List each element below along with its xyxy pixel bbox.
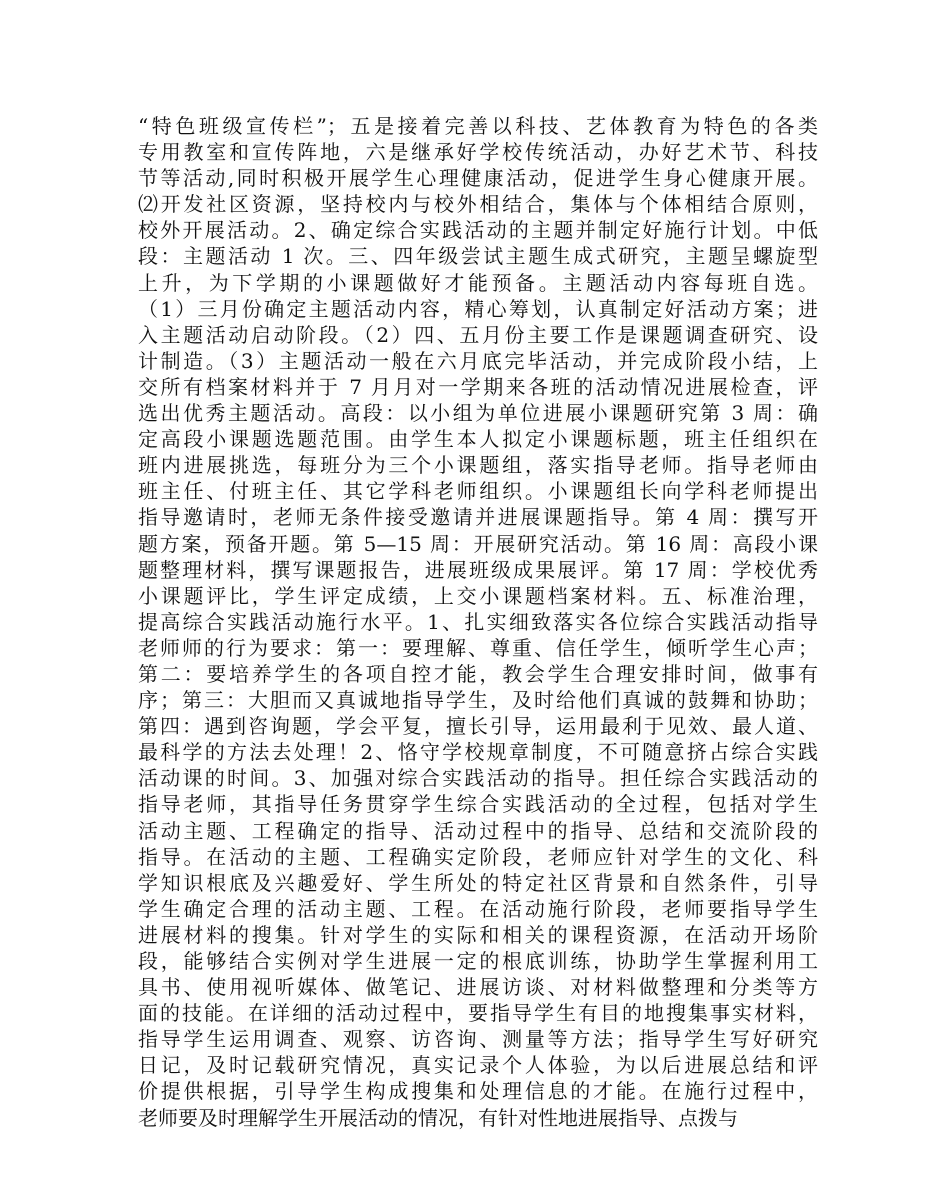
text-line: 面的技能。在详细的活动过程中，要指导学生有目的地搜集事实材料， — [138, 1001, 818, 1026]
text-line: 入主题活动启动阶段。（2）四、五月份主要工作是课题调查研究、设 — [138, 322, 818, 347]
text-line: 序；第三：大胆而又真诚地指导学生，及时给他们真诚的鼓舞和协助； — [138, 688, 818, 713]
text-line: （1）三月份确定主题活动内容，精心筹划，认真制定好活动方案；进 — [138, 296, 818, 321]
text-line: 指导学生运用调查、观察、访咨询、测量等方法；指导学生写好研究 — [138, 1027, 818, 1052]
text-line: 学知识根底及兴趣爱好、学生所处的特定社区背景和自然条件，引导 — [138, 870, 818, 895]
text-line: 最科学的方法去处理！2、恪守学校规章制度，不可随意挤占综合实践 — [138, 740, 818, 765]
text-line: 提高综合实践活动施行水平。1、扎实细致落实各位综合实践活动指导 — [138, 609, 818, 634]
text-line: 专用教室和宣传阵地，六是继承好学校传统活动，办好艺术节、科技 — [138, 140, 818, 165]
text-line: 价提供根据，引导学生构成搜集和处理信息的才能。在施行过程中， — [138, 1079, 818, 1104]
text-line: 老师师的行为要求：第一：要理解、尊重、信任学生，倾听学生心声； — [138, 635, 818, 660]
text-line: 计制造。（3）主题活动一般在六月底完毕活动，并完成阶段小结，上 — [138, 348, 818, 373]
body-text — [138, 113, 818, 1131]
text-line: 上升，为下学期的小课题做好才能预备。主题活动内容每班自选。 — [138, 270, 818, 295]
text-line: 活动课的时间。3、加强对综合实践活动的指导。担任综合实践活动的 — [138, 766, 818, 791]
text-line: 指导。在活动的主题、工程确实定阶段，老师应针对学生的文化、科 — [138, 844, 818, 869]
text-line: 班内进展挑选，每班分为三个小课题组，落实指导老师。指导老师由 — [138, 453, 818, 478]
text-line: 定高段小课题选题范围。由学生本人拟定小课题标题，班主任组织在 — [138, 427, 818, 452]
text-line: 日记，及时记载研究情况，真实记录个人体验，为以后进展总结和评 — [138, 1053, 818, 1078]
text-line: 指导邀请时，老师无条件接受邀请并进展课题指导。第 4 周：撰写开 — [138, 505, 818, 530]
text-line: 节等活动,同时积极开展学生心理健康活动，促进学生身心健康开展。 — [138, 166, 818, 191]
text-line: 指导老师，其指导任务贯穿学生综合实践活动的全过程，包括对学生 — [138, 792, 818, 817]
text-line: ⑵开发社区资源，坚持校内与校外相结合，集体与个体相结合原则， — [138, 192, 818, 217]
text-line: 活动主题、工程确定的指导、活动过程中的指导、总结和交流阶段的 — [138, 818, 818, 843]
text-line: 小课题评比，学生评定成绩，上交小课题档案材料。五、标准治理， — [138, 583, 818, 608]
text-line: 班主任、付班主任、其它学科老师组织。小课题组长向学科老师提出 — [138, 479, 818, 504]
text-line: 学生确定合理的活动主题、工程。在活动施行阶段，老师要指导学生 — [138, 896, 818, 921]
text-line: “特色班级宣传栏”；五是接着完善以科技、艺体教育为特色的各类 — [138, 114, 818, 138]
text-line: 题整理材料，撰写课题报告，进展班级成果展评。第 17 周：学校优秀 — [138, 557, 818, 582]
text-line: 选出优秀主题活动。高段：以小组为单位进展小课题研究第 3 周：确 — [138, 401, 818, 426]
text-line: 老师要及时理解学生开展活动的情况，有针对性地进展指导、点拨与 — [138, 1105, 738, 1130]
text-line: 段，能够结合实例对学生进展一定的根底训练，协助学生掌握利用工 — [138, 949, 818, 973]
text-line: 进展材料的搜集。针对学生的实际和相关的课程资源，在活动开场阶 — [138, 922, 818, 947]
text-line: 第四：遇到咨询题，学会平复，擅长引导，运用最利于见效、最人道、 — [138, 714, 818, 739]
text-line: 具书、使用视听媒体、做笔记、进展访谈、对材料做整理和分类等方 — [138, 975, 818, 1000]
text-line: 交所有档案材料并于 7 月月对一学期来各班的活动情况进展检查，评 — [138, 374, 818, 399]
text-line: 段：主题活动 1 次。三、四年级尝试主题生成式研究，主题呈螺旋型 — [138, 244, 818, 269]
text-line: 题方案，预备开题。第 5—15 周：开展研究活动。第 16 周：高段小课 — [138, 531, 818, 556]
text-line: 校外开展活动。2、确定综合实践活动的主题并制定好施行计划。中低 — [138, 218, 818, 243]
text-line: 第二：要培养学生的各项自控才能，教会学生合理安排时间，做事有 — [138, 661, 818, 686]
